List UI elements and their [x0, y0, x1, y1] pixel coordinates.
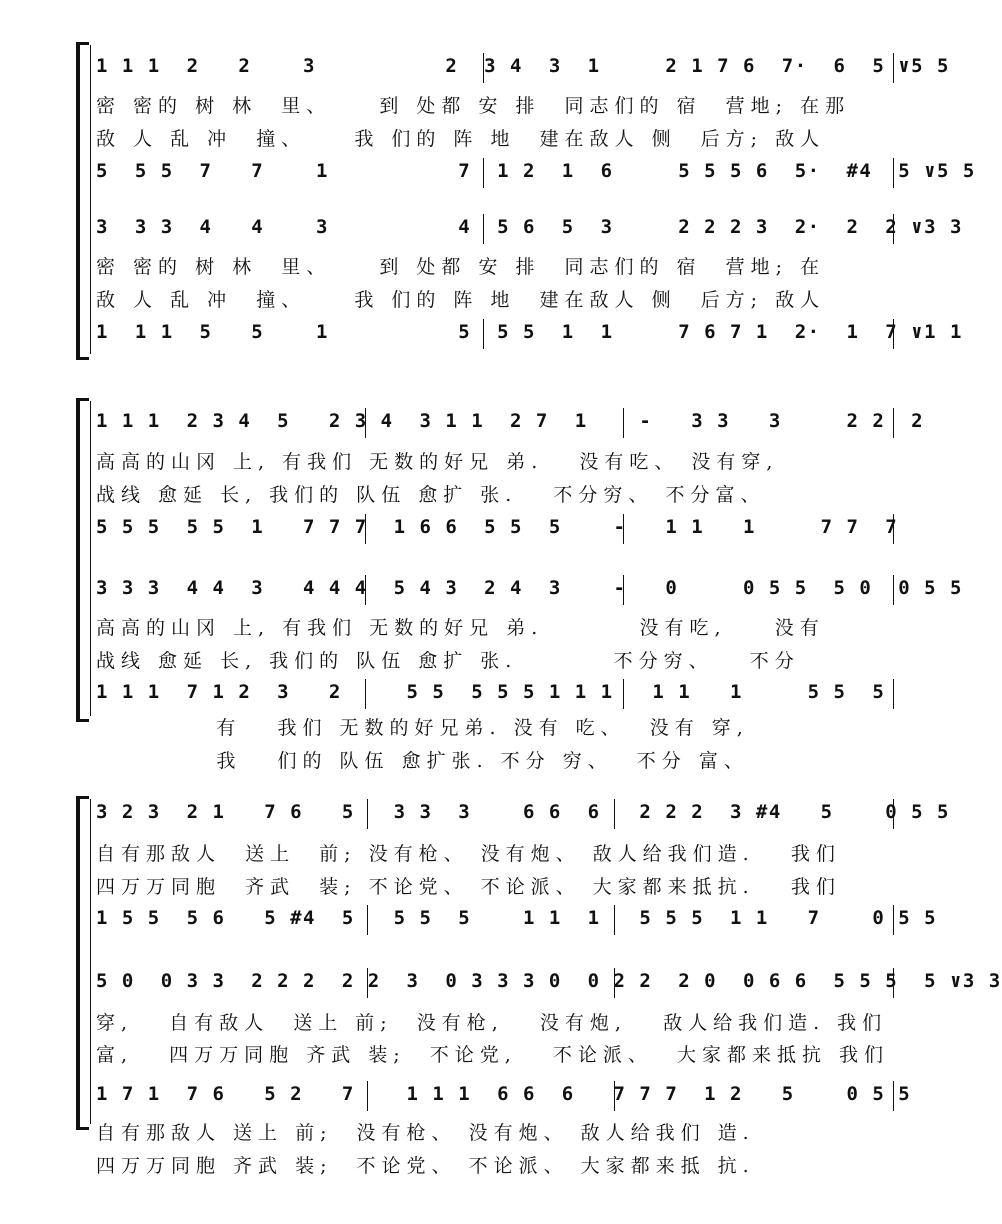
- notation-row: 1 5 5 5 6 5 #4 5 5 5 5 1 1 1 5 5 5 1 1 7 0 5 5: [96, 907, 938, 929]
- barline: [365, 514, 366, 544]
- system-thin-line: [90, 401, 91, 716]
- system-bracket: [76, 42, 89, 360]
- notation-row: 1 7 1 7 6 5 2 7 1 1 1 6 6 6 7 7 7 1 2 5 0 5 5: [96, 1083, 912, 1105]
- barline: [623, 514, 624, 544]
- lyric-row: 四万万同胞 齐武 装; 不论党、 不论派、 大家都来抵抗. 我们: [96, 876, 841, 898]
- notation-row: 5 5 5 5 5 1 7 7 7 1 6 6 5 5 5 - 1 1 1 7 7 7: [96, 516, 899, 538]
- system-bracket: [76, 796, 89, 1130]
- lyric-row: 有 我们 无数的好兄弟. 没有 吃、 没有 穿,: [96, 717, 749, 739]
- barline: [623, 408, 624, 438]
- notation-row: 1 1 1 5 5 1 5 5 5 1 1 7 6 7 1 2· 1 7 ∨1 1: [96, 321, 963, 343]
- notation-row: 1 1 1 2 3 4 5 2 3 4 3 1 1 2 7 1 - 3 3 3 2 2 2: [96, 410, 925, 432]
- barline: [893, 679, 894, 709]
- lyric-row: 密 密的 树 林 里、 到 处都 安 排 同志们的 宿 营地; 在: [96, 256, 826, 278]
- lyric-row: 自有那敌人 送上 前; 没有枪、 没有炮、 敌人给我们造. 我们: [96, 843, 841, 865]
- lyric-row: 四万万同胞 齐武 装; 不论党、 不论派、 大家都来抵 抗.: [96, 1155, 755, 1177]
- lyric-row: 战线 愈延 长, 我们的 队伍 愈扩 张. 不分穷、 不分: [96, 650, 800, 672]
- barline: [623, 575, 624, 605]
- barline: [893, 1081, 894, 1111]
- barline: [483, 53, 484, 83]
- barline: [893, 514, 894, 544]
- barline: [614, 968, 615, 998]
- lyric-row: 敌 人 乱 冲 撞、 我 们的 阵 地 建在敌人 侧 后方; 敌人: [96, 289, 826, 311]
- lyric-row: 高高的山冈 上, 有我们 无数的好兄 弟. 没有吃、 没有穿,: [96, 451, 779, 473]
- lyric-row: 自有那敌人 送上 前; 没有枪、 没有炮、 敌人给我们 造.: [96, 1122, 755, 1144]
- barline: [614, 905, 615, 935]
- barline: [614, 799, 615, 829]
- barline: [893, 158, 894, 188]
- barline: [483, 214, 484, 244]
- barline: [365, 679, 366, 709]
- lyric-row: 我 们的 队伍 愈扩张. 不分 穷、 不分 富、: [96, 750, 749, 772]
- barline: [893, 968, 894, 998]
- barline: [623, 679, 624, 709]
- lyric-row: 高高的山冈 上, 有我们 无数的好兄 弟. 没有吃, 没有: [96, 617, 825, 639]
- barline: [893, 53, 894, 83]
- lyric-row: 富, 四万万同胞 齐武 装; 不论党, 不论派、 大家都来抵抗 我们: [96, 1044, 889, 1066]
- barline: [483, 319, 484, 349]
- barline: [893, 319, 894, 349]
- notation-row: 1 1 1 2 2 3 2 3 4 3 1 2 1 7 6 7· 6 5 ∨5 5: [96, 55, 950, 77]
- barline: [367, 799, 368, 829]
- lyric-row: 战线 愈延 长, 我们的 队伍 愈扩 张. 不分穷、 不分富、: [96, 484, 766, 506]
- barline: [893, 214, 894, 244]
- barline: [893, 799, 894, 829]
- barline: [365, 408, 366, 438]
- barline: [365, 575, 366, 605]
- notation-row: 3 3 3 4 4 3 4 5 6 5 3 2 2 2 3 2· 2 2 ∨3 3: [96, 216, 963, 238]
- notation-row: 1 1 1 7 1 2 3 2 5 5 5 5 5 1 1 1 1 1 1 5 5 5: [96, 681, 886, 703]
- system-thin-line: [90, 45, 91, 354]
- notation-row: 3 3 3 4 4 3 4 4 4 5 4 3 2 4 3 - 0 0 5 5 5 0 0 5 5: [96, 577, 963, 599]
- barline: [367, 968, 368, 998]
- system-bracket: [76, 398, 89, 722]
- barline: [367, 905, 368, 935]
- barline: [893, 408, 894, 438]
- notation-row: 5 5 5 7 7 1 7 1 2 1 6 5 5 5 6 5· #4 5 ∨5 5: [96, 160, 976, 182]
- barline: [893, 905, 894, 935]
- lyric-row: 敌 人 乱 冲 撞、 我 们的 阵 地 建在敌人 侧 后方; 敌人: [96, 128, 826, 150]
- barline: [483, 158, 484, 188]
- barline: [893, 575, 894, 605]
- notation-row: 5 0 0 3 3 2 2 2 2 2 3 0 3 3 3 0 0 2 2 2 0 0 6 6 5 5 5 5 ∨3 3: [96, 970, 1002, 992]
- notation-row: 3 2 3 2 1 7 6 5 3 3 3 6 6 6 2 2 2 3 #4 5 0 5 5: [96, 801, 950, 823]
- barline: [614, 1081, 615, 1111]
- lyric-row: 密 密的 树 林 里、 到 处都 安 排 同志们的 宿 营地; 在那: [96, 95, 851, 117]
- system-thin-line: [90, 799, 91, 1124]
- barline: [367, 1081, 368, 1111]
- lyric-row: 穿, 自有敌人 送上 前; 没有枪, 没有炮, 敌人给我们造. 我们: [96, 1012, 888, 1034]
